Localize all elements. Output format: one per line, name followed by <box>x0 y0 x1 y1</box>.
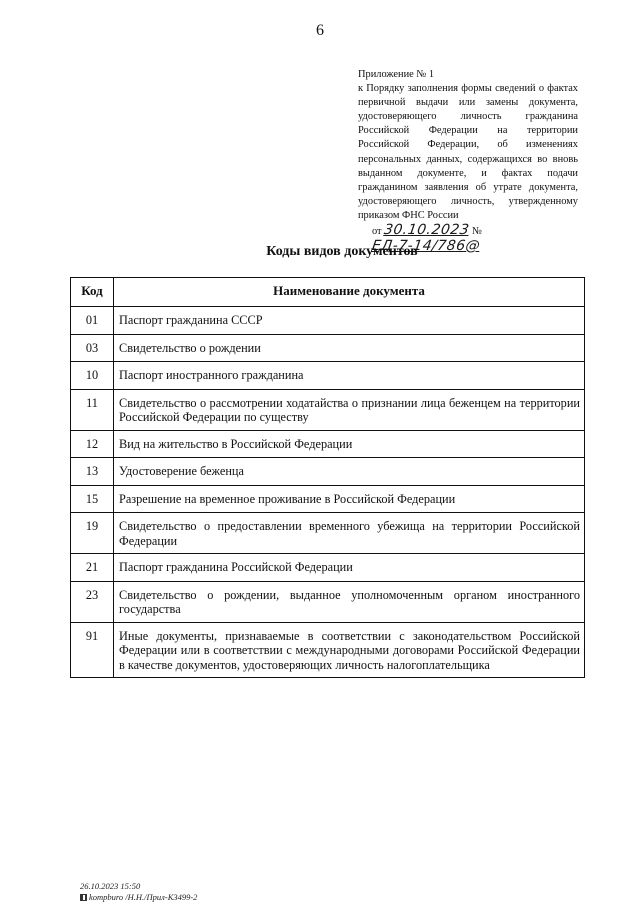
row-code: 10 <box>71 362 114 390</box>
order-number-label: № <box>472 226 482 238</box>
row-name: Паспорт гражданина СССР <box>114 307 585 335</box>
header-code: Код <box>71 278 114 307</box>
table-row <box>71 485 585 513</box>
footer-path-text: kompburo /Н.Н./Прил-К3499-2 <box>89 892 198 902</box>
row-code: 19 <box>71 513 114 554</box>
order-date: 30.10.2023 <box>383 222 471 239</box>
table-row <box>71 581 585 622</box>
footer-file-path <box>80 892 197 903</box>
row-name: Разрешение на временное проживание в Российской Федерации <box>114 485 585 513</box>
table-row <box>71 362 585 390</box>
row-name: Свидетельство о рождении, выданное уполномоченным органом иностранного государства <box>114 581 585 622</box>
row-code: 15 <box>71 485 114 513</box>
row-name: Вид на жительство в Российской Федерации <box>114 430 585 458</box>
row-code: 03 <box>71 334 114 362</box>
table-header-row <box>71 278 585 307</box>
footer-timestamp: 26.10.2023 15:50 <box>80 881 141 891</box>
row-name: Паспорт гражданина Российской Федерации <box>114 554 585 582</box>
print-footer <box>80 881 197 903</box>
row-code: 12 <box>71 430 114 458</box>
header-name: Наименование документа <box>114 278 585 307</box>
table-row <box>71 334 585 362</box>
page-number: 6 <box>316 22 324 39</box>
appendix-title: Приложение № 1 <box>358 69 435 80</box>
table-row <box>71 513 585 554</box>
row-name: Свидетельство о рождении <box>114 334 585 362</box>
row-name: Свидетельство о рассмотрении ходатайства о признании лица беженцем на территории Российской Федерации по существу <box>114 389 585 430</box>
table-row <box>71 622 585 678</box>
table-row <box>71 554 585 582</box>
table-row <box>71 307 585 335</box>
row-code: 21 <box>71 554 114 582</box>
document-heading: Коды видов документов <box>266 244 418 259</box>
file-icon <box>80 894 87 901</box>
order-reference <box>358 222 578 255</box>
row-code: 91 <box>71 622 114 678</box>
table-row <box>71 430 585 458</box>
table-row <box>71 458 585 486</box>
table-row <box>71 389 585 430</box>
order-number: ЕД-7-14/786@ <box>370 238 482 255</box>
row-name: Паспорт иностранного гражданина <box>114 362 585 390</box>
row-code: 13 <box>71 458 114 486</box>
row-name: Свидетельство о предоставлении временного убежища на территории Российской Федерации <box>114 513 585 554</box>
document-codes-table <box>70 277 585 678</box>
order-prefix: от <box>372 226 382 238</box>
row-name: Удостоверение беженца <box>114 458 585 486</box>
row-code: 01 <box>71 307 114 335</box>
row-name: Иные документы, признаваемые в соответствии с законодательством Российской Федерации или в соответствии с международными договорами Российской Федерации в качестве документов, удостоверяющих личность налогоплательщика <box>114 622 585 678</box>
appendix-text: к Порядку заполнения формы сведений о фактах первичной выдачи или замены документа, удостоверяющего личность гражданина Российской Федерации на территории Российской Федерации, об изменениях персональных данных, содержащихся во вновь выданном документе, и фактах подачи гражданином заявления об утрате документа, удостоверяющего личность, утвержденному приказом ФНС России <box>358 83 578 221</box>
row-code: 11 <box>71 389 114 430</box>
appendix-block <box>358 68 578 255</box>
row-code: 23 <box>71 581 114 622</box>
